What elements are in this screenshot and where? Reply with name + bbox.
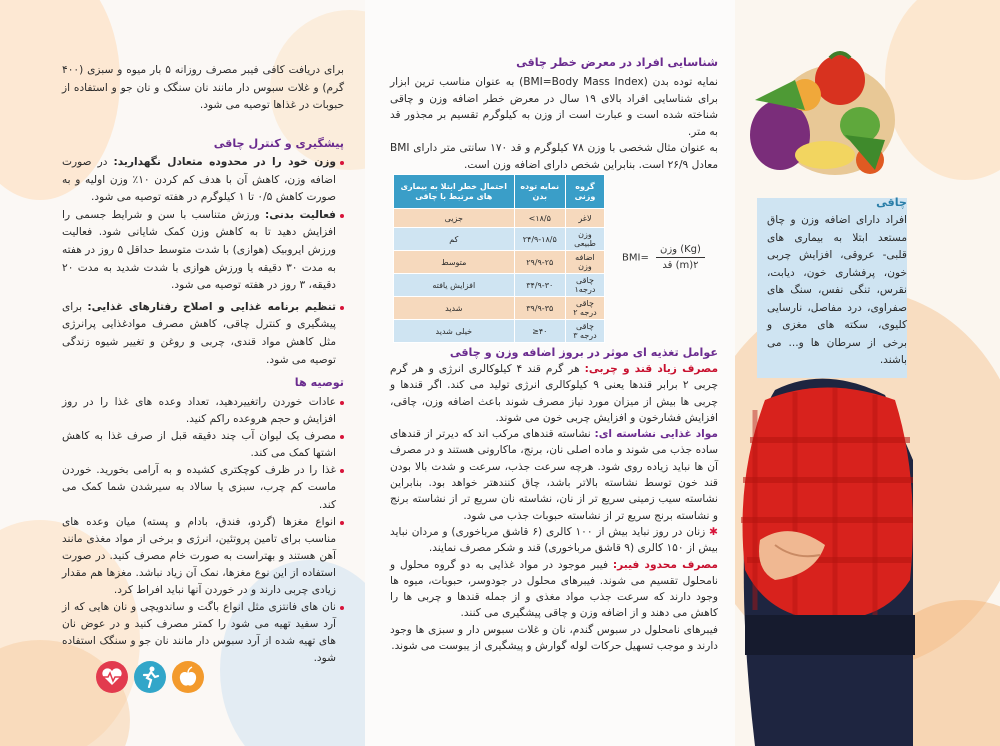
insoluble-paragraph: فیبرهای نامحلول در سبوس گندم، نان و غلات سبوس دار و سبزی ها وجود دارند و موجب تسهیل حرکات لوله گوارش و پیشگیری از یبوست می شوند.	[390, 623, 718, 653]
identify-body: نمایه توده بدن (BMI=Body Mass Index) به عنوان مناسب ترین ابزار برای شناسایی افراد بالای ۱۹ سال در معرض خطر اضافه وزن و چاقی شناخته شده است و عبارت است از وزن به کیلوگرم تقسیم بر مجذور قد به متر. به عنوان مثال شخصی با وزن ۷۸ کیلوگرم و قد ۱۷۰ سانتی متر دارای BMI معادل ۲۶/۹ است. بنابراین شخص دارای اضافه وزن است.	[390, 76, 718, 171]
running-person-icon	[134, 661, 166, 693]
table-cell: اضافه وزن	[565, 251, 604, 274]
bmi-formula	[622, 244, 705, 271]
factors-body	[390, 361, 718, 654]
column-header: احتمال خطر ابتلا به بیماری های مرتبط با چاقی	[394, 175, 515, 209]
fiber-paragraph: مصرف محدود فیبر: فیبر موجود در مواد غذایی به دو گروه محلول و نامحلول تقسیم می شوند. فیبرهای محلول در جودوسر، حبوبات، میوه ها وجود دارند که سرعت جذب مواد مغذی و از جمله قندها و چربی ها را کاهش می دهند و از اضافه وزن و چاقی پیشگیری می کنند.	[390, 558, 718, 620]
health-icons	[96, 661, 204, 693]
formula-numerator: وزن (Kg)	[656, 244, 705, 258]
starch-paragraph: مواد غذایی نشاسته ای: نشاسته قندهای مرکب اند که دیرتر از قندهای ساده جذب می شوند و ماده اصلی نان، برنج، ماکارونی هستند و در مصرف آن ها نباید زیاده روی شود. هرچه سرعت جذب، سرعت و شدت بالا بودن قند خون توسط نشاسته بالاتر باشد، چاق کنندهتر خواهد بود. بنابراین نشاسته سیب زمینی سریع تر از نان، نشاسته نان سریع تر از نشاسته برنج و نشاسته برنج سریع تر از نشاسته حبوبات جذب می شود.	[390, 428, 718, 522]
table-cell: وزن طبیعی	[565, 228, 604, 251]
table-row	[394, 251, 605, 274]
table-cell: ۳۹/۹-۳۵	[514, 297, 565, 320]
tip-item: عادات خوردن راتغییردهید، تعداد وعده های غذا را در روز افزایش و حجم هروعده راکم کنید.	[62, 394, 344, 428]
overweight-person-photo	[735, 370, 915, 746]
formula-denominator: قد (m)۲	[662, 260, 699, 271]
formula-lhs: BMI=	[622, 252, 649, 264]
table-cell: چاقی درجه۱	[565, 274, 604, 297]
table-cell: لاغر	[565, 209, 604, 228]
tip-item: غذا را در ظرف کوچکتری کشیده و به آرامی بخورید. خوردن ماست کم چرب، سبزی یا سالاد به سیرشدن شما کمک می کند.	[62, 462, 344, 513]
obesity-heading: چاقی	[876, 196, 907, 209]
table-cell: شدید	[394, 297, 515, 320]
table-cell: ۲۴/۹-۱۸/۵	[514, 228, 565, 251]
factors-heading: عوامل تغذیه ای موثر در بروز اضافه وزن و چاقی	[449, 346, 718, 359]
prevention-list	[62, 154, 344, 369]
table-cell: چاقی درجه ۳	[565, 320, 604, 343]
sugar-paragraph: مصرف زیاد قند و چربی: هر گرم قند ۴ کیلوکالری انرژی و هر گرم چربی ۲ برابر قندها یعنی ۹ کیلوکالری انرژی تولید می کند. اگر قندها و چربی ها بیش از میزان مورد نیاز مصرف شوند باعث اضافه وزن، چاقی، افزایش فشارخون و افزایش چربی خون می شوند.	[390, 363, 719, 424]
identify-heading: شناسایی افراد در معرض خطر چاقی	[516, 56, 718, 69]
prevention-heading: پیشگیری و کنترل چاقی	[213, 137, 344, 150]
table-cell: ۴۰≤	[514, 320, 565, 343]
table-row	[394, 228, 605, 251]
table-cell: ۳۴/۹-۳۰	[514, 274, 565, 297]
tips-list	[62, 394, 344, 668]
table-cell: جزیی	[394, 209, 515, 228]
table-row	[394, 297, 605, 320]
table-row	[394, 274, 605, 297]
column-header: گروه وزنی	[565, 175, 604, 209]
apple-icon	[172, 661, 204, 693]
column-header: نمایه توده بدن	[514, 175, 565, 209]
tip-item: نان های فانتزی مثل انواع باگت و ساندویچی و نان هایی که از آرد سفید تهیه می شود را کمتر مصرف کنید و در عوض نان های تهیه شده از آرد سبوس دار مانند نان جو و سنگک استفاده شود.	[62, 599, 344, 667]
formula-fraction	[656, 244, 705, 271]
table-row	[394, 320, 605, 343]
tip-item: مصرف یک لیوان آب چند دقیقه قبل از صرف غذا به کاهش اشتها کمک می کند.	[62, 428, 344, 462]
table-cell: متوسط	[394, 251, 515, 274]
tip-item: انواع مغزها (گردو، فندق، بادام و پسته) میان وعده های مناسب برای تامین پروتئین، انرژی و برخی از مواد مغذی مانند آهن هستند و بهتراست به صورت خام مصرف کنید. در صورت استفاده از این نوع مغزها، نمک آن زیاد نباشد. مغزها هم مقدار زیادی چربی دارند و در خوردن آنها نباید افراط کرد.	[62, 514, 344, 599]
fiber-intro: برای دریافت کافی فیبر مصرف روزانه ۵ بار میوه و سبزی (۴۰۰ گرم) و غلات سبوس دار مانند نان سنگک و نان جو و استفاده از حبوبات در غذاها توصیه می شود.	[62, 64, 344, 112]
vegetables-photo	[735, 40, 895, 180]
prevention-item: تنظیم برنامه غذایی و اصلاح رفتارهای غذایی: برای پیشگیری و کنترل چاقی، کاهش مصرف موادغذایی پرانرژی مثل کاهش مواد قندی، چربی و روغن و تغییر شیوه زندگی توصیه می شود.	[62, 299, 344, 369]
table-cell: خیلی شدید	[394, 320, 515, 343]
table-cell: ۲۹/۹-۲۵	[514, 251, 565, 274]
prevention-item: فعالیت بدنی: ورزش متناسب با سن و شرایط جسمی را افزایش دهید تا به کاهش وزن کمک شایانی شود. فعالیت ورزش ایروبیک (هوازی) با شدت متوسط حداقل ۵ روز در هفته به مدت ۳۰ دقیقه یا ورزش هوازی با شدت شدید به مدت ۲۰ دقیقه، ۳ روز در هفته توصیه می شود.	[62, 207, 344, 295]
prevention-item: وزن خود را در محدوده متعادل نگهدارید: در صورت اضافه وزن، کاهش آن با هدف کم کردن ۱۰٪ وزن اولیه و به صورت کاهش ۰/۵ تا ۱ کیلوگرم در هفته توصیه می شود.	[62, 154, 344, 207]
tips-heading: توصیه ها	[294, 376, 344, 389]
heartbeat-icon	[96, 661, 128, 693]
obesity-body: افراد دارای اضافه وزن و چاق مستعد ابتلا به بیماری های قلبی- عروقی، افزایش چربی خون، پرفشاری خون، دیابت، نقرس، تنگی نفس، سنگ های صفراوی، درد مفاصل، نارسایی کلیوی، سکته های مغزی و برخی از سرطان ها و... می باشند.	[767, 214, 907, 366]
table-header-row	[394, 175, 605, 209]
bmi-table	[393, 174, 605, 343]
table-cell: کم	[394, 228, 515, 251]
table-row	[394, 209, 605, 228]
sugar-note: ✱ زنان در روز نباید بیش از ۱۰۰ کالری (۶ قاشق مرباخوری) و مردان نباید بیش از ۱۵۰ کالری (۹ قاشق مرباخوری) قند و شکر مصرف نمایند.	[390, 525, 718, 555]
table-cell: چاقی درجه ۲	[565, 297, 604, 320]
table-cell: ۱۸/۵>	[514, 209, 565, 228]
table-cell: افزایش یافته	[394, 274, 515, 297]
